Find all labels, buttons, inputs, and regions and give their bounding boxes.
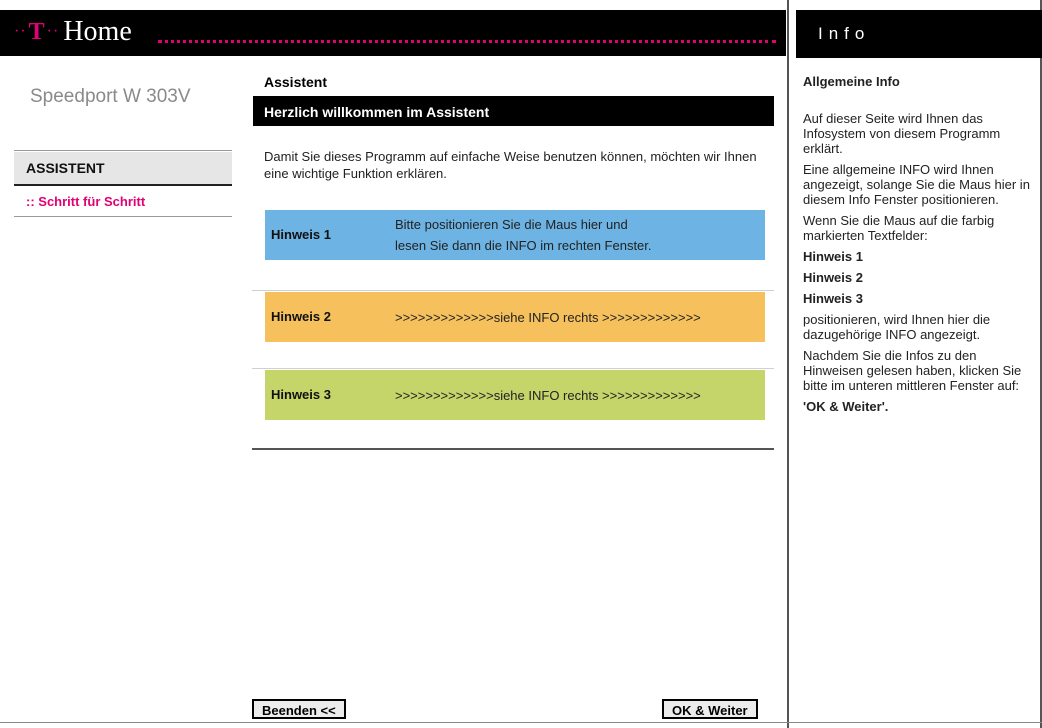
- sidebar-item-schritt-fuer-schritt[interactable]: :: Schritt für Schritt: [26, 194, 146, 209]
- brand-dots: ··: [14, 23, 27, 40]
- info-header-bar: [796, 10, 1042, 58]
- sidebar-section-label: ASSISTENT: [26, 160, 105, 176]
- device-name: Speedport W 303V: [30, 86, 191, 107]
- info-title: Allgemeine Info: [803, 74, 900, 89]
- welcome-banner: [253, 96, 774, 126]
- main-info-divider: [787, 0, 789, 728]
- hint-separator: [252, 368, 774, 369]
- info-paragraph: Wenn Sie die Maus auf die farbig markierten Textfelder:: [803, 213, 995, 243]
- info-header-title: Info: [818, 24, 871, 43]
- hint-label: Hinweis 3: [271, 387, 331, 402]
- sidebar-section-header: [14, 152, 232, 186]
- hint-separator: [252, 290, 774, 291]
- intro-text: Damit Sie dieses Programm auf einfache Weise benutzen können, möchten wir Ihnen eine wichtige Funktion erklären.: [264, 149, 757, 181]
- brand-dots: ··: [46, 23, 60, 40]
- info-paragraph: positionieren, wird Ihnen hier die dazugehörige INFO angezeigt.: [803, 312, 991, 342]
- hint-label: Hinweis 1: [271, 227, 331, 242]
- telekom-home-logo: [14, 16, 136, 48]
- info-hint-2: Hinweis 2: [803, 270, 863, 285]
- quit-button[interactable]: Beenden <<: [252, 699, 346, 719]
- info-paragraph: Auf dieser Seite wird Ihnen das Infosystem von diesem Programm erklärt.: [803, 111, 1001, 156]
- hint-label: Hinweis 2: [271, 309, 331, 324]
- info-ok-reference: 'OK & Weiter'.: [803, 399, 889, 414]
- top-header-bar: [0, 10, 786, 56]
- hint-text-line-2: lesen Sie dann die INFO im rechten Fenster.: [395, 238, 652, 253]
- info-panel: [803, 74, 1037, 420]
- ok-next-button[interactable]: OK & Weiter: [662, 699, 758, 719]
- header-dotted-line: [158, 40, 776, 43]
- info-paragraph: Eine allgemeine INFO wird Ihnen angezeigt, solange Sie die Maus hier in diesem Info Fenster positionieren.: [803, 162, 1030, 207]
- bottom-border: [0, 722, 1042, 723]
- content-bottom-rule: [252, 448, 774, 450]
- hint-1-field[interactable]: [265, 210, 765, 260]
- hint-text: >>>>>>>>>>>>>siehe INFO rechts >>>>>>>>>>>>>: [395, 388, 701, 403]
- info-hint-1: Hinweis 1: [803, 249, 863, 264]
- hint-text: >>>>>>>>>>>>>siehe INFO rechts >>>>>>>>>>>>>: [395, 310, 701, 325]
- t-logo-icon: T: [28, 18, 45, 45]
- hint-3-field[interactable]: [265, 370, 765, 420]
- sidebar-divider: [14, 150, 232, 151]
- welcome-text: Herzlich willkommen im Assistent: [264, 104, 490, 120]
- page-title: Assistent: [264, 74, 328, 90]
- sidebar-divider: [14, 216, 232, 217]
- hint-text-line-1: Bitte positionieren Sie die Maus hier und: [395, 217, 628, 232]
- hint-2-field[interactable]: [265, 292, 765, 342]
- info-hint-3: Hinweis 3: [803, 291, 863, 306]
- info-paragraph: Nachdem Sie die Infos zu den Hinweisen gelesen haben, klicken Sie bitte im unteren mittleren Fenster auf:: [803, 348, 1022, 393]
- header-title: Home: [63, 16, 132, 47]
